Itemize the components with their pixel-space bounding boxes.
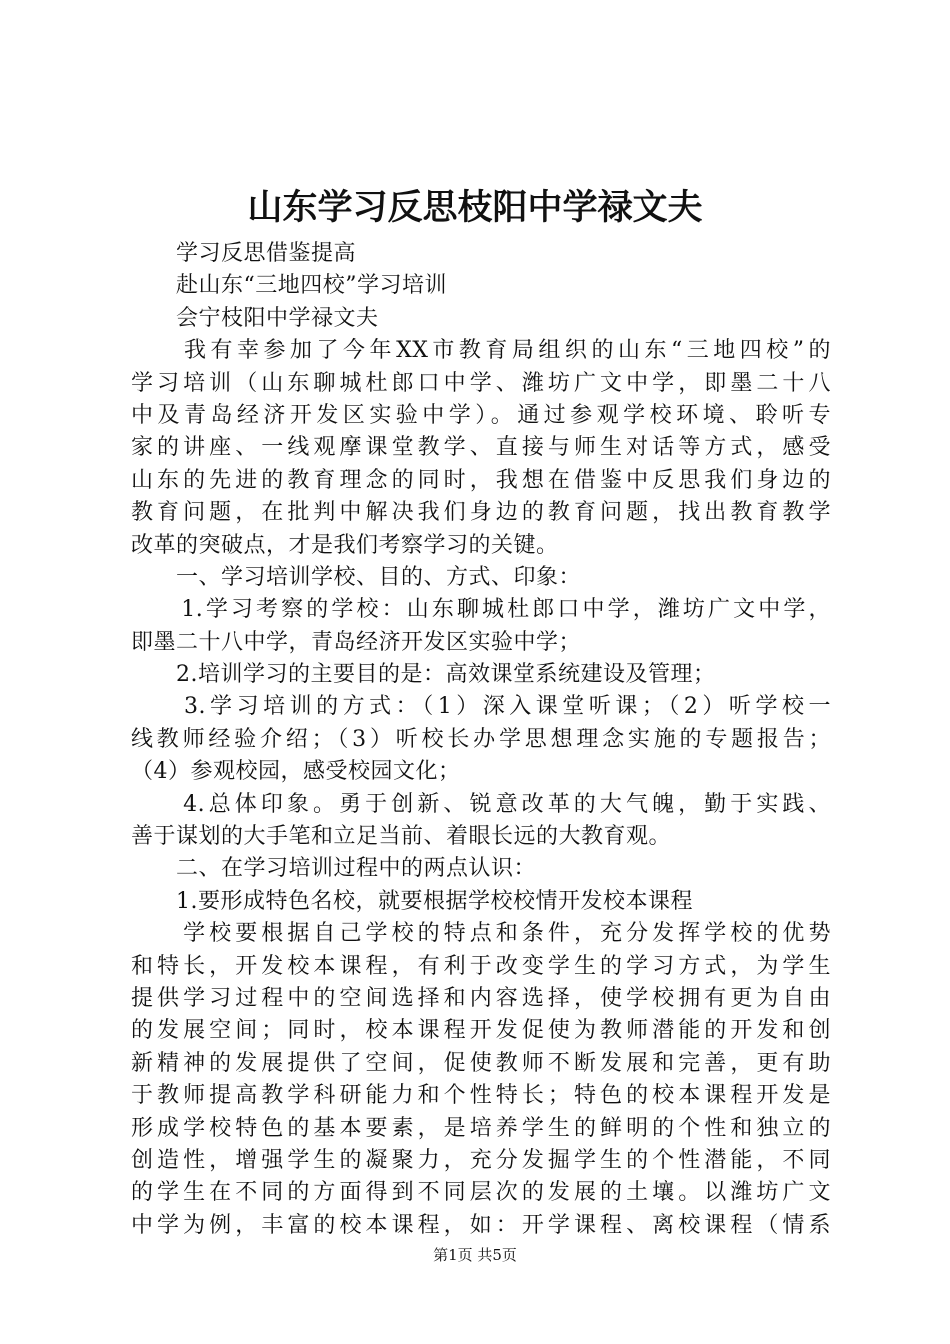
text-line: 1.学习考察的学校：山东聊城杜郎口中学，潍坊广文中学， <box>131 597 831 623</box>
text-line: 创造性，增强学生的凝聚力，充分发掘学生的个性潜能，不同 <box>131 1147 831 1173</box>
text-line: 中学为例，丰富的校本课程，如：开学课程、离校课程（情系 <box>131 1212 831 1238</box>
text-line: 于教师提高教学科研能力和个性特长；特色的校本课程开发是 <box>131 1083 831 1109</box>
text-line: 学习反思借鉴提高 <box>131 241 357 266</box>
text-line: 二、在学习培训过程中的两点认识： <box>131 856 537 882</box>
text-line: 山东的先进的教育理念的同时，我想在借鉴中反思我们身边的 <box>131 467 831 493</box>
text-line: 善于谋划的大手笔和立足当前、着眼长远的大教育观。 <box>131 824 672 850</box>
text-line: 改革的突破点，才是我们考察学习的关键。 <box>131 532 559 558</box>
page-number-footer: 第1页 共5页 <box>433 1246 517 1264</box>
text-line: 会宁枝阳中学禄文夫 <box>131 305 379 331</box>
text-line: 中及青岛经济开发区实验中学）。通过参观学校环境、聆听专 <box>131 402 831 428</box>
text-line: 教育问题，在批判中解决我们身边的教育问题，找出教育教学 <box>131 500 831 526</box>
text-line: 线教师经验介绍；（3）听校长办学思想理念实施的专题报告； <box>131 726 831 752</box>
text-line: 新精神的发展提供了空间，促使教师不断发展和完善，更有助 <box>131 1050 831 1076</box>
document-title: 山东学习反思枝阳中学禄文夫 <box>247 187 703 228</box>
text-line: 形成学校特色的基本要素，是培养学生的鲜明的个性和独立的 <box>131 1115 831 1141</box>
text-line: 提供学习过程中的空间选择和内容选择，使学校拥有更为自由 <box>131 985 831 1011</box>
text-line: 3.学习培训的方式：（1）深入课堂听课；（2）听学校一 <box>131 694 831 720</box>
text-line: 我有幸参加了今年XX市教育局组织的山东“三地四校”的 <box>131 338 831 364</box>
text-line: 的发展空间；同时，校本课程开发促使为教师潜能的开发和创 <box>131 1018 831 1044</box>
text-line: 学习培训（山东聊城杜郎口中学、潍坊广文中学，即墨二十八 <box>131 370 831 396</box>
text-line: 和特长，开发校本课程，有利于改变学生的学习方式，为学生 <box>131 953 831 979</box>
text-line: 2.培训学习的主要目的是：高效课堂系统建设及管理； <box>131 662 716 688</box>
text-line: 4.总体印象。勇于创新、锐意改革的大气魄，勤于实践、 <box>131 791 831 817</box>
document-body <box>131 238 831 1242</box>
text-line: 的学生在不同的方面得到不同层次的发展的土壤。以潍坊广文 <box>131 1180 831 1206</box>
text-line: （4）参观校园，感受校园文化； <box>131 759 461 785</box>
text-line: 赴山东“三地四校”学习培训 <box>131 273 447 299</box>
text-line: 一、学习培训学校、目的、方式、印象： <box>131 564 582 590</box>
text-line: 家的讲座、一线观摩课堂教学、直接与师生对话等方式，感受 <box>131 435 831 461</box>
text-line: 1.要形成特色名校，就要根据学校校情开发校本课程 <box>131 888 693 914</box>
text-line: 学校要根据自己学校的特点和条件，充分发挥学校的优势 <box>131 921 831 947</box>
text-line: 即墨二十八中学，青岛经济开发区实验中学； <box>131 629 582 655</box>
